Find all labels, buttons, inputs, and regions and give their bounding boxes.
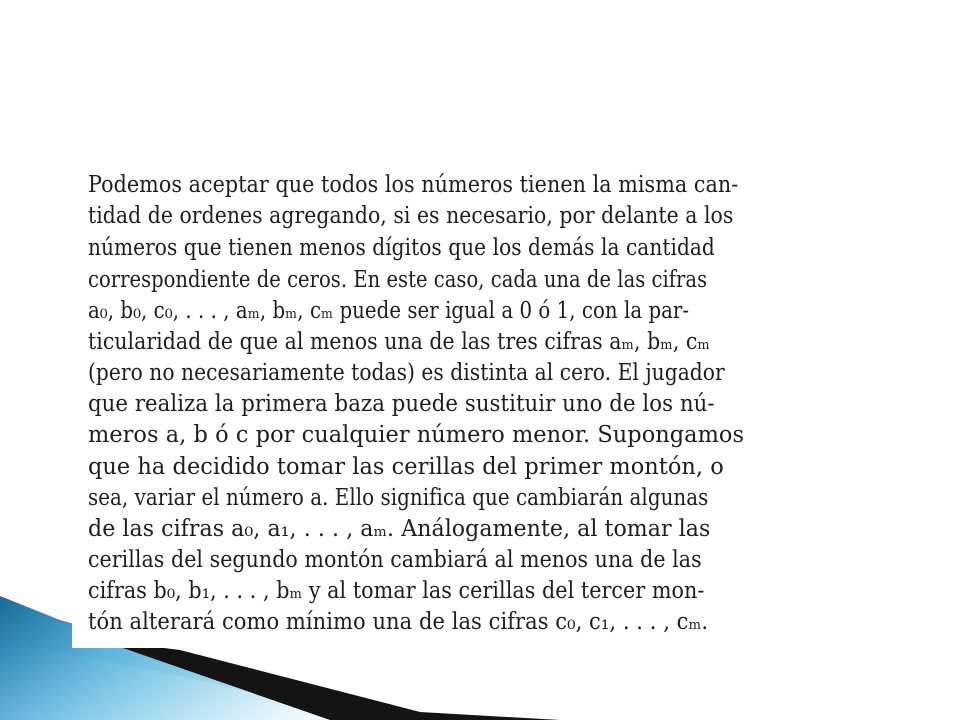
text-line: tón alterará como mínimo una de las cifras c₀, c₁, . . . , cₘ.: [88, 607, 709, 635]
text-line: que ha decidido tomar las cerillas del primer montón, o: [88, 452, 724, 480]
text-line: ticularidad de que al menos una de las tres cifras aₘ, bₘ, cₘ: [88, 327, 711, 355]
text-line: de las cifras a₀, a₁, . . . , aₘ. Análogamente, al tomar las: [88, 514, 711, 542]
text-line: tidad de ordenes agregando, si es necesario, por delante a los: [88, 201, 734, 229]
text-line: sea, variar el número a. Ello significa que cambiarán algunas: [88, 483, 709, 511]
scanned-text-block: [72, 160, 910, 648]
text-line: cifras b₀, b₁, . . . , bₘ y al tomar las cerillas del tercer mon-: [88, 576, 705, 604]
text-line: Podemos aceptar que todos los números tienen la misma can-: [88, 170, 739, 198]
text-line: números que tienen menos dígitos que los demás la cantidad: [88, 233, 715, 261]
text-line: correspondiente de ceros. En este caso, cada una de las cifras: [88, 265, 708, 293]
text-line: a₀, b₀, c₀, . . . , aₘ, bₘ, cₘ puede ser igual a 0 ó 1, con la par-: [88, 296, 690, 324]
text-line: meros a, b ó c por cualquier número menor. Supongamos: [88, 420, 745, 448]
text-line: (pero no necesariamente todas) es distinta al cero. El jugador: [88, 358, 725, 386]
text-line: que realiza la primera baza puede sustituir uno de los nú-: [88, 389, 715, 417]
text-line: cerillas del segundo montón cambiará al menos una de las: [88, 545, 702, 573]
